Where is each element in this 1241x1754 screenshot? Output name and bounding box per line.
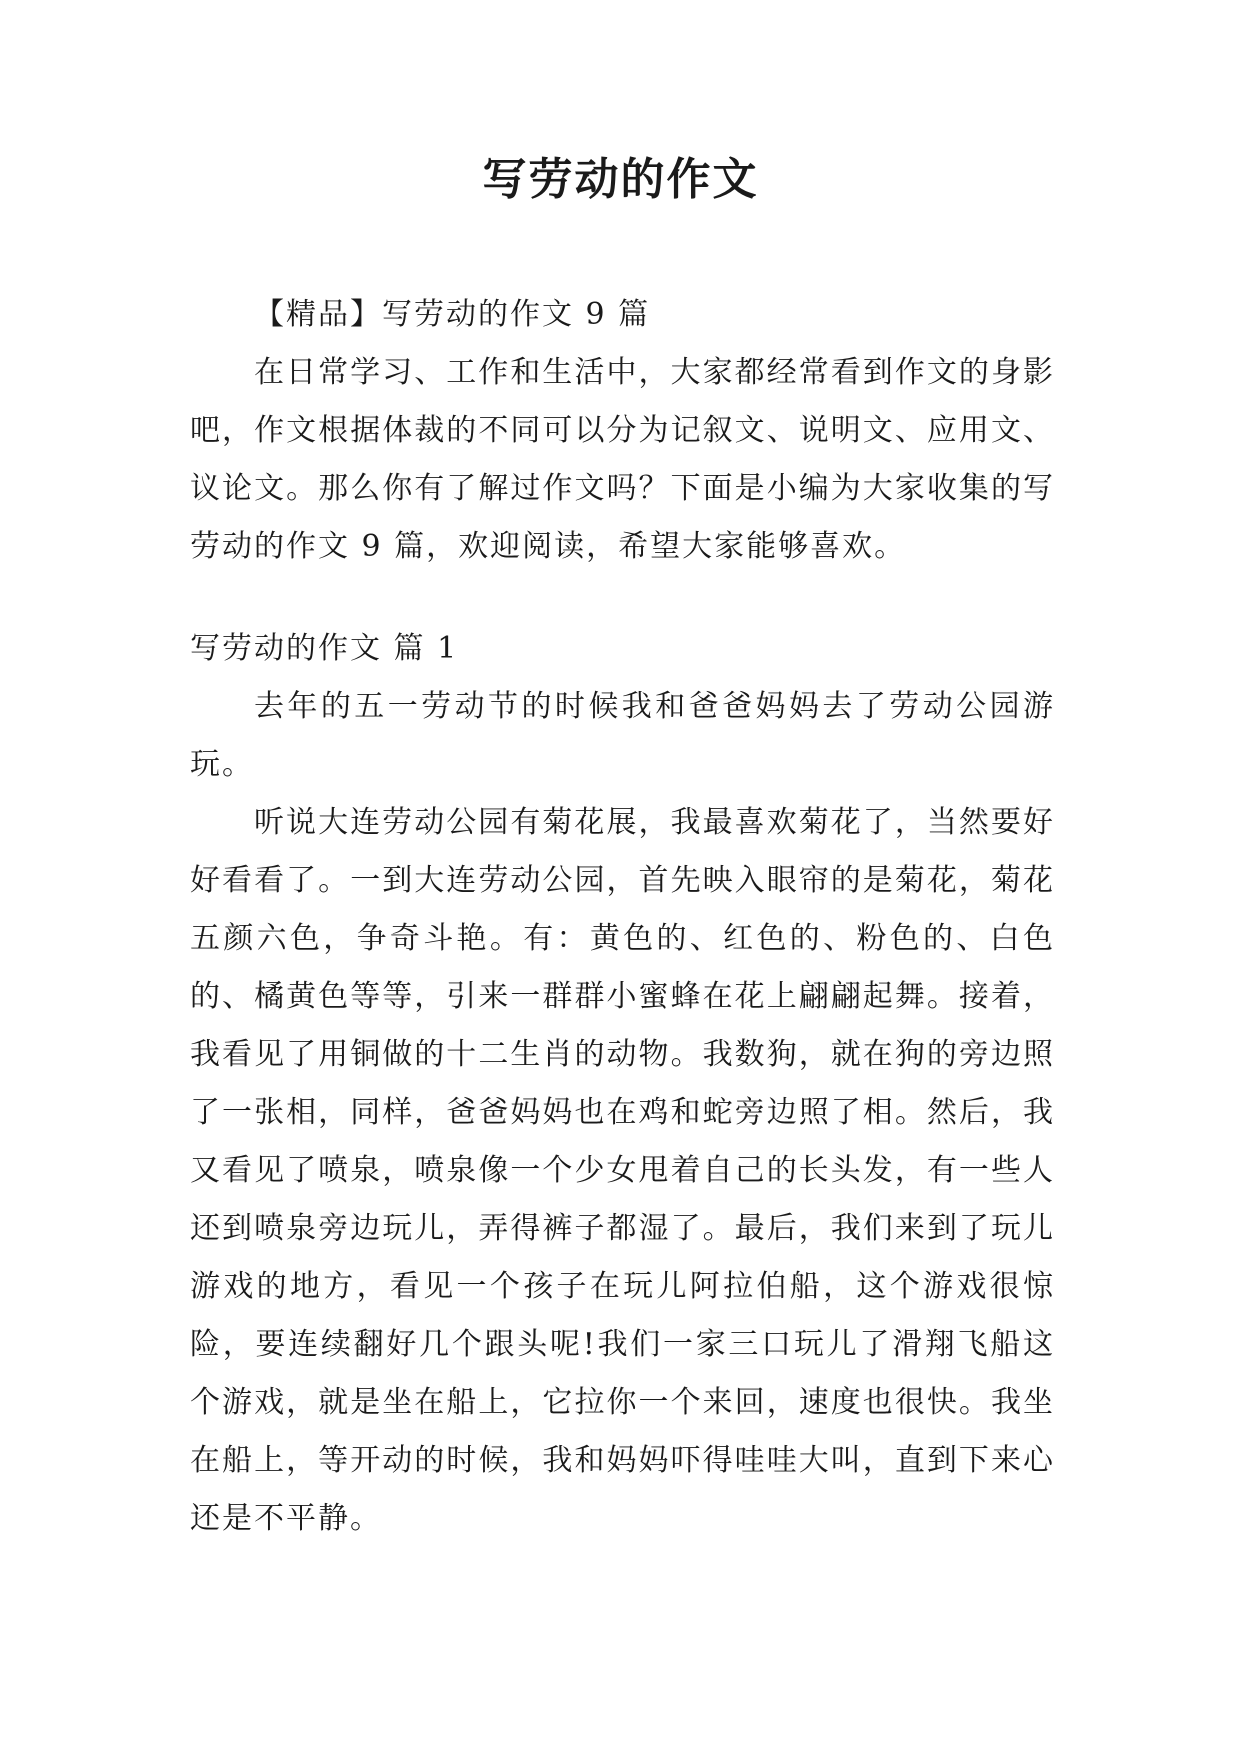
body-paragraph: 去年的五一劳动节的时候我和爸爸妈妈去了劳动公园游玩。 (190, 689, 1055, 782)
document-title: 写劳动的作文 (482, 154, 759, 205)
section-spacer (190, 576, 1055, 620)
body-paragraph: 听说大连劳动公园有菊花展，我最喜欢菊花了，当然要好好看看了。一到大连劳动公园，首先映入眼帘的是菊花，菊花五颜六色，争奇斗艳。有：黄色的、红色的、粉色的、白色的、橘黄色等等，引来一群群小蜜蜂在花上翩翩起舞。接着，我看见了用铜做的十二生肖的动物。我数狗，就在狗的旁边照了一张相，同样，爸爸妈妈也在鸡和蛇旁边照了相。然后，我又看见了喷泉，喷泉像一个少女甩着自己的长头发，有一些人还到喷泉旁边玩儿，弄得裤子都湿了。最后，我们来到了玩儿游戏的地方，看见一个孩子在玩儿阿拉伯船，这个游戏很惊险，要连续翻好几个跟头呢!我们一家三口玩儿了滑翔飞船这个游戏，就是坐在船上，它拉你一个来回，速度也很快。我坐在船上，等开动的时候，我和妈妈吓得哇哇大叫，直到下来心还是不平静。 (190, 805, 1055, 1536)
intro-paragraph: 在日常学习、工作和生活中，大家都经常看到作文的身影吧，作文根据体裁的不同可以分为记叙文、说明文、应用文、议论文。那么你有了解过作文吗？下面是小编为大家收集的写劳动的作文 9 篇，欢迎阅读，希望大家能够喜欢。 (190, 355, 1055, 564)
document-body (190, 286, 1055, 1548)
section-heading: 写劳动的作文 篇 1 (190, 631, 459, 666)
document-subtitle: 【精品】写劳动的作文 9 篇 (254, 297, 651, 332)
